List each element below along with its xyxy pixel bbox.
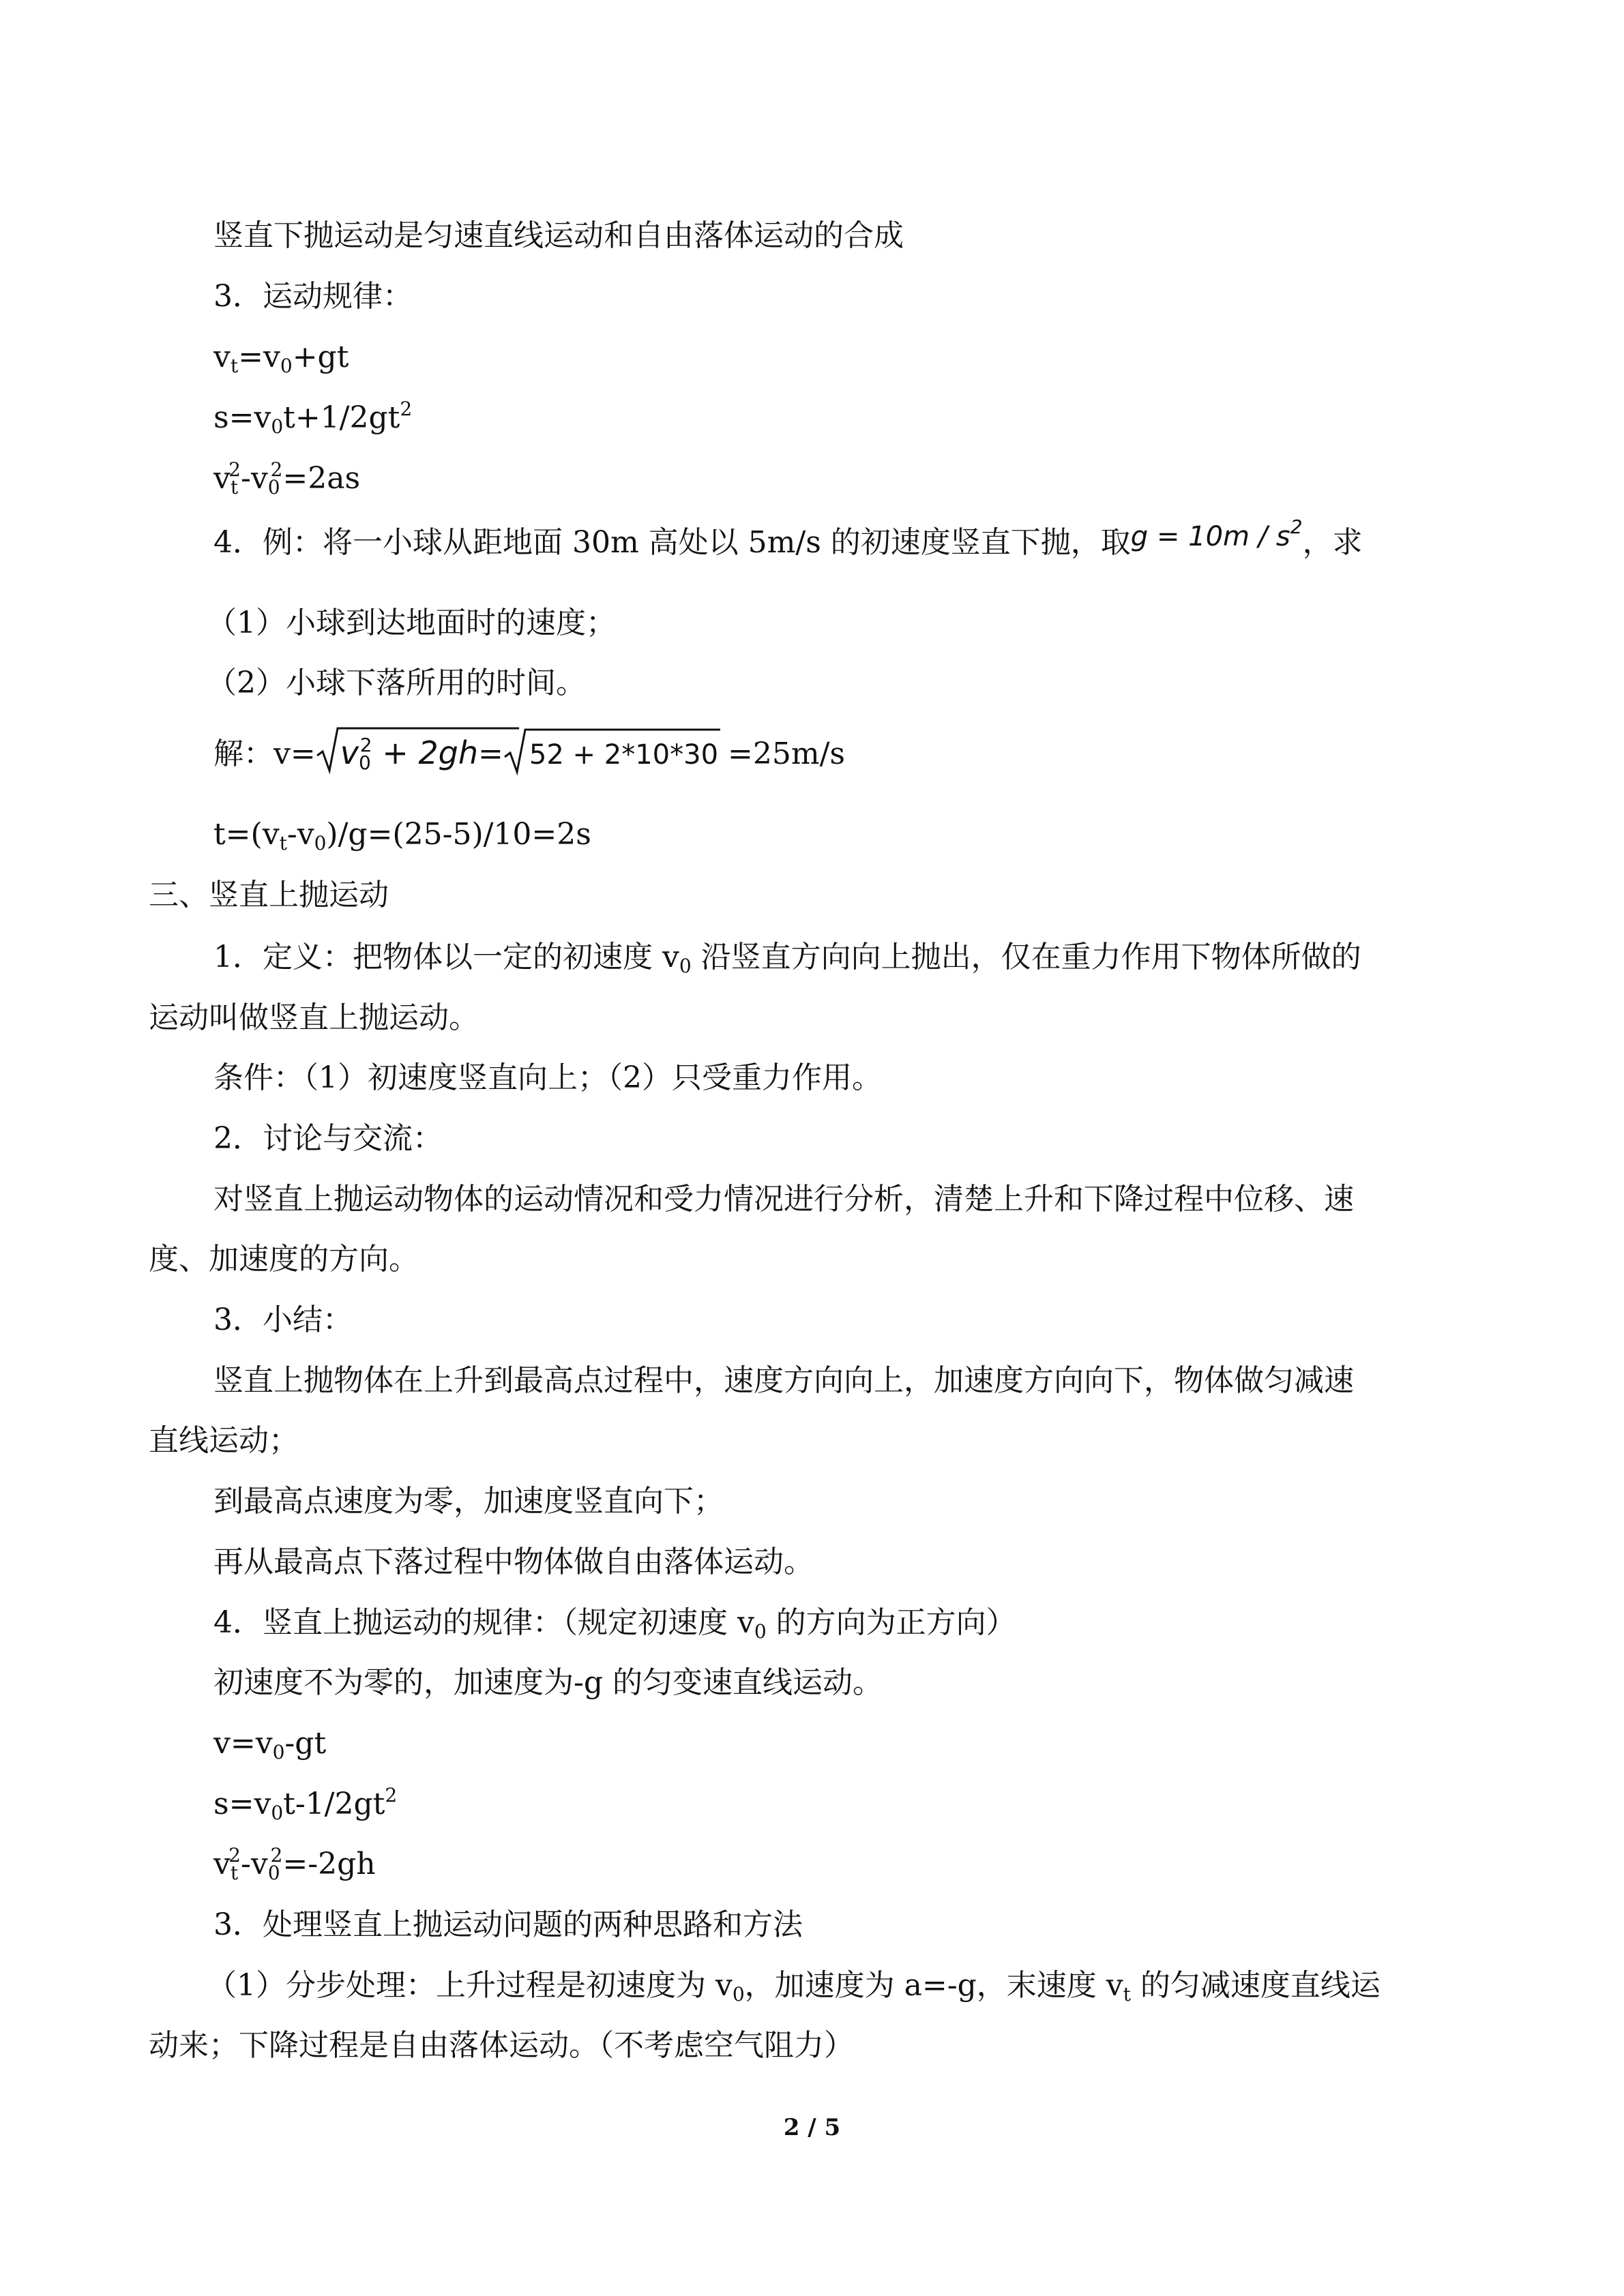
definition-line: 1．定义：把物体以一定的初速度 $v_0$ 沿竖直方向向上抛出，仅在重力作用下物体所做的 bbox=[213, 940, 1361, 977]
summary-line-2: 直线运动； bbox=[149, 1423, 299, 1458]
question-2: （2）小球下落所用的时间。 bbox=[207, 666, 586, 700]
example-line: 4．例：将一小球从距地面 30m 高处以 5m/s 的初速度竖直下抛，取$g = 10m / s^2$，求 bbox=[213, 516, 1363, 560]
formula-velocity: $v_t=v_0+gt$ bbox=[213, 340, 349, 377]
formula-displacement: $s=v_0t+1/2gt^2$ bbox=[213, 398, 413, 438]
sqrt-symbol bbox=[503, 727, 722, 777]
solution-time: $t=(v_t-v_0)/g=(25-5)/10=2s$ bbox=[213, 817, 591, 854]
methods-heading: 3．处理竖直上抛运动问题的两种思路和方法 bbox=[213, 1907, 803, 1942]
methods-line: （1）分步处理：上升过程是初速度为 $v_0$，加速度为 a=-g，末速度 $v_t$ 的匀减速度直线运 bbox=[207, 1968, 1381, 2006]
question-1: （1）小球到达地面时的速度； bbox=[207, 606, 616, 640]
formula-velocity-squared: $v_t^2-v_0^2=2as$ bbox=[213, 458, 361, 498]
summary-line-3: 到最高点速度为零，加速度竖直向下； bbox=[213, 1484, 724, 1519]
formula-displacement-up: $s=v_0t-1/2gt^2$ bbox=[213, 1784, 398, 1824]
section-heading: 3．运动规律： bbox=[213, 279, 413, 314]
formula-velocity-squared-up: $v_t^2-v_0^2=-2gh$ bbox=[213, 1844, 376, 1884]
rules-heading: 4．竖直上抛运动的规律：（规定初速度 $v_0$ 的方向为正方向） bbox=[213, 1605, 1016, 1643]
gravity-expression: $g = 10m / s^2$ bbox=[1130, 516, 1303, 552]
discussion-heading: 2．讨论与交流： bbox=[213, 1121, 443, 1156]
formula-velocity-up: $v=v_0-gt$ bbox=[213, 1726, 327, 1763]
page-number: 2 / 5 bbox=[783, 2114, 841, 2141]
conditions-line: 条件：（1）初速度竖直向上；（2）只受重力作用。 bbox=[213, 1060, 882, 1095]
discussion-line-2: 度、加速度的方向。 bbox=[149, 1242, 419, 1277]
text-line: 竖直下抛运动是匀速直线运动和自由落体运动的合成 bbox=[213, 218, 904, 253]
rules-line: 初速度不为零的，加速度为-g 的匀变速直线运动。 bbox=[213, 1665, 883, 1700]
summary-line: 竖直上抛物体在上升到最高点过程中，速度方向向上，加速度方向向下，物体做匀减速 bbox=[213, 1363, 1354, 1398]
summary-line-4: 再从最高点下落过程中物体做自由落体运动。 bbox=[213, 1545, 814, 1579]
methods-line-2: 动来；下降过程是自由落体运动。（不考虑空气阻力） bbox=[149, 2028, 854, 2063]
solution-velocity: 解：v= $v_0^2 + 2gh=$ 52 + 2*10*30 =25m/s bbox=[213, 734, 845, 774]
discussion-line: 对竖直上抛运动物体的运动情况和受力情况进行分析，清楚上升和下降过程中位移、速 bbox=[213, 1182, 1354, 1217]
sqrt-symbol bbox=[316, 726, 520, 776]
definition-line-2: 运动叫做竖直上抛运动。 bbox=[149, 1000, 479, 1035]
chapter-heading: 三、竖直上抛运动 bbox=[149, 878, 389, 912]
summary-heading: 3．小结： bbox=[213, 1302, 353, 1337]
